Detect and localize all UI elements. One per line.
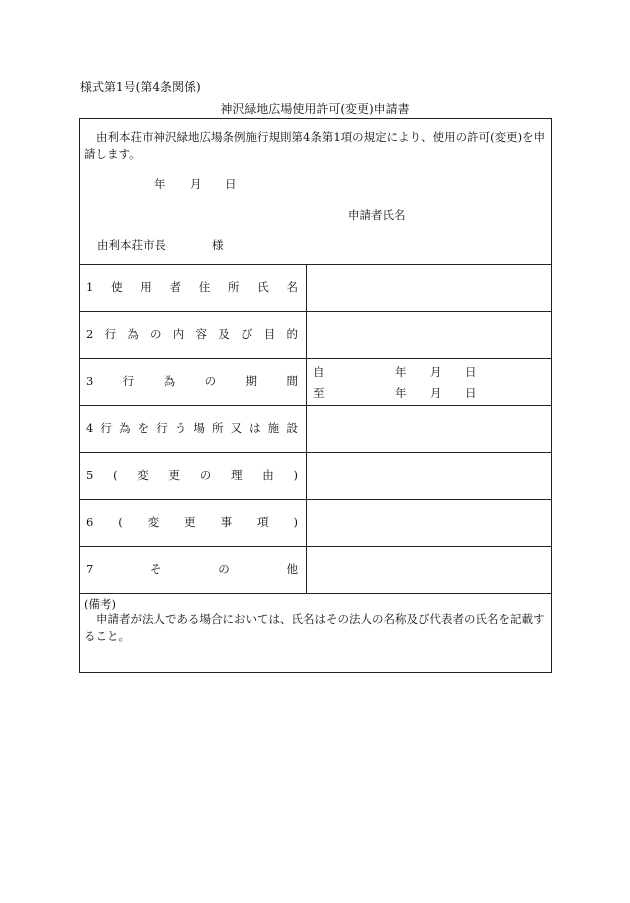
period-to-year: 年 xyxy=(395,386,407,400)
label-char: 更 xyxy=(184,515,196,529)
label-char: 又 xyxy=(230,421,243,435)
label-char: び xyxy=(240,327,253,341)
label-char: 内 xyxy=(172,327,185,341)
label-char: 3 xyxy=(86,374,94,388)
row-label-content-purpose xyxy=(86,324,298,344)
column-divider xyxy=(306,264,307,594)
label-char: 名 xyxy=(286,280,298,294)
label-char: 項 xyxy=(257,515,269,529)
addressee: 由利本荘市長 xyxy=(97,238,166,252)
label-char: 為 xyxy=(119,421,131,435)
period-from-month: 月 xyxy=(430,365,442,379)
label-char: の xyxy=(218,562,230,576)
row-divider xyxy=(80,264,551,265)
label-char: ( xyxy=(113,468,118,482)
period-to-label: 至 xyxy=(313,386,325,400)
label-char: 住 xyxy=(198,280,211,294)
label-char: 変 xyxy=(137,468,149,482)
label-char: ( xyxy=(118,515,123,529)
applicant-name-label: 申請者氏名 xyxy=(348,208,406,222)
application-date-month: 月 xyxy=(190,177,202,191)
label-char: 行 xyxy=(122,374,135,388)
row-label-change-items xyxy=(86,512,298,532)
remarks-title: (備考) xyxy=(84,597,116,611)
label-char: 行 xyxy=(156,421,168,435)
row-divider xyxy=(80,452,551,453)
application-form-table xyxy=(79,118,552,673)
label-char: 他 xyxy=(286,562,298,576)
label-char: 用 xyxy=(140,280,152,294)
intro-text xyxy=(84,129,548,163)
row-label-user xyxy=(86,277,298,297)
label-char: 的 xyxy=(286,327,298,341)
label-char: そ xyxy=(150,562,162,576)
period-to-day: 日 xyxy=(465,386,477,400)
label-char: 施 xyxy=(267,421,280,435)
remarks-text-content: 申請者が法人である場合においては、氏名はその法人の名称及び代表者の氏名を記載すること。 xyxy=(84,612,545,643)
row-divider xyxy=(80,499,551,500)
label-char: 更 xyxy=(168,468,181,482)
addressee-honorific: 様 xyxy=(212,238,224,252)
period-from-year: 年 xyxy=(395,365,407,379)
period-to-month: 月 xyxy=(430,386,442,400)
label-char: 7 xyxy=(86,562,94,576)
label-char: 5 xyxy=(86,468,94,482)
row-label-other xyxy=(86,559,298,579)
row-divider xyxy=(80,405,551,406)
label-char: の xyxy=(199,468,212,482)
label-char: 4 xyxy=(86,421,94,435)
label-char: 使 xyxy=(111,280,123,294)
label-char: う xyxy=(174,421,187,435)
form-number: 様式第1号(第4条関係) xyxy=(80,80,201,94)
label-char: 間 xyxy=(286,374,298,388)
label-char: 事 xyxy=(220,515,233,529)
row-divider xyxy=(80,358,551,359)
label-char: は xyxy=(249,421,261,435)
label-char: 2 xyxy=(86,327,94,341)
label-char: ) xyxy=(293,515,298,529)
label-char: 場 xyxy=(193,421,205,435)
row-label-place xyxy=(86,418,298,438)
label-char: を xyxy=(137,421,150,435)
remarks-text xyxy=(84,611,548,645)
label-char: の xyxy=(204,374,217,388)
label-char: 為 xyxy=(127,327,139,341)
row-label-change-reason xyxy=(86,465,298,485)
row-divider xyxy=(80,593,551,594)
form-title: 神沢緑地広場使用許可(変更)申請書 xyxy=(220,102,410,116)
label-char: 6 xyxy=(86,515,94,529)
application-date-year: 年 xyxy=(154,177,166,191)
row-divider xyxy=(80,546,551,547)
label-char: 設 xyxy=(286,421,298,435)
label-char: 目 xyxy=(263,327,276,341)
label-char: 期 xyxy=(245,374,258,388)
period-from-label: 自 xyxy=(313,365,325,379)
label-char: 為 xyxy=(163,374,176,388)
label-char: の xyxy=(150,327,162,341)
label-char: 理 xyxy=(231,468,243,482)
label-char: 由 xyxy=(262,468,274,482)
label-char: 者 xyxy=(169,280,182,294)
row-label-period xyxy=(86,371,298,391)
intro-text-content: 由利本荘市神沢緑地広場条例施行規則第4条第1項の規定により、使用の許可(変更)を申請します。 xyxy=(84,130,546,161)
period-from-day: 日 xyxy=(465,365,477,379)
application-date-day: 日 xyxy=(225,177,237,191)
label-char: 行 xyxy=(104,327,117,341)
label-char: 氏 xyxy=(257,280,269,294)
label-char: 及 xyxy=(218,327,230,341)
label-char: 行 xyxy=(100,421,112,435)
label-char: 所 xyxy=(228,280,240,294)
label-char: 容 xyxy=(195,327,207,341)
label-char: 所 xyxy=(211,421,224,435)
label-char: 1 xyxy=(86,280,94,294)
row-divider xyxy=(80,311,551,312)
label-char: ) xyxy=(293,468,298,482)
label-char: 変 xyxy=(147,515,160,529)
